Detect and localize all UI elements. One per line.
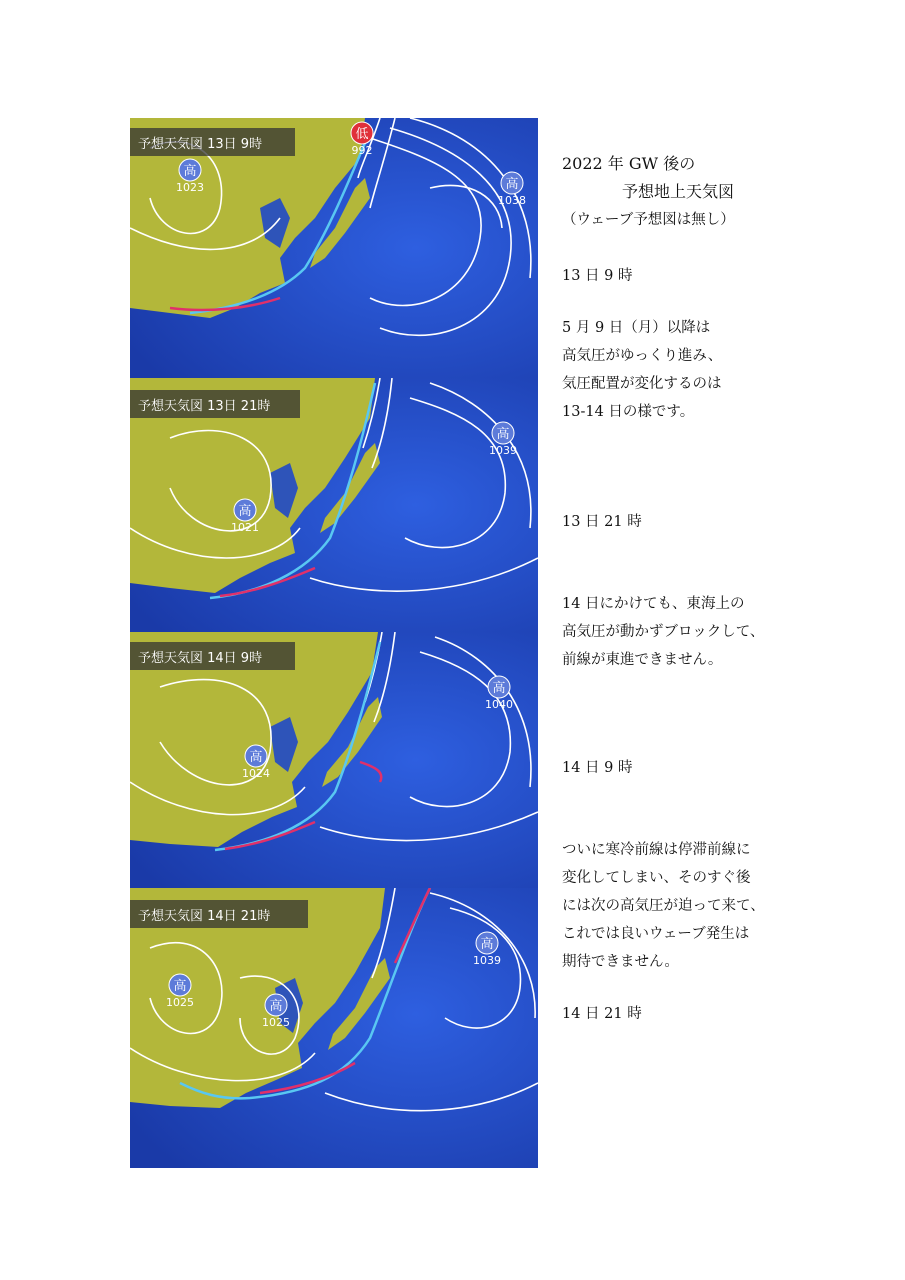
paragraph-3-line-5: 期待できません。 [562, 954, 679, 970]
high-symbol: 高 [269, 999, 283, 1014]
high-value: 1023 [176, 181, 204, 194]
high-symbol: 高 [492, 681, 506, 696]
low-symbol: 低 [355, 127, 369, 142]
high-value: 1038 [498, 194, 526, 207]
high-value: 1025 [262, 1016, 290, 1029]
paragraph-2-line-2: 高気圧が動かずブロックして、 [562, 624, 765, 640]
high-symbol: 高 [173, 979, 187, 994]
time-13d-9h: 13 日 9 時 [562, 268, 633, 284]
weather-map-14d-9h [130, 632, 538, 888]
paragraph-3-line-3: には次の高気圧が迫って来て、 [562, 898, 765, 914]
note: （ウェーブ予想図は無し） [562, 212, 735, 228]
paragraph-1-line-1: 5 月 9 日（月）以降は [562, 320, 711, 336]
heading-line-1: 2022 年 GW 後の [562, 154, 696, 173]
weather-map-13d-9h [130, 118, 538, 378]
high-value: 1039 [489, 444, 517, 457]
high-symbol: 高 [496, 427, 510, 442]
paragraph-1-line-2: 高気圧がゆっくり進み、 [562, 348, 723, 364]
map-title: 予想天気図 14日 21時 [138, 909, 271, 924]
weather-map-13d-21h [130, 378, 538, 632]
time-13d-21h: 13 日 21 時 [562, 514, 642, 530]
weather-map-14d-21h [130, 888, 538, 1168]
high-value: 1021 [231, 521, 259, 534]
time-14d-9h: 14 日 9 時 [562, 760, 633, 776]
paragraph-3-line-2: 変化してしまい、そのすぐ後 [562, 870, 751, 886]
high-value: 1040 [485, 698, 513, 711]
time-14d-21h: 14 日 21 時 [562, 1006, 642, 1022]
high-value: 1024 [242, 767, 270, 780]
high-symbol: 高 [238, 504, 252, 519]
high-symbol: 高 [480, 937, 494, 952]
heading-line-2: 予想地上天気図 [622, 182, 735, 201]
high-symbol: 高 [183, 164, 197, 179]
map-title: 予想天気図 14日 9時 [138, 651, 263, 666]
map-title: 予想天気図 13日 9時 [138, 137, 263, 152]
high-value: 1039 [473, 954, 501, 967]
high-value: 1025 [166, 996, 194, 1009]
map-title: 予想天気図 13日 21時 [138, 399, 271, 414]
paragraph-3-line-4: これでは良いウェーブ発生は [562, 926, 750, 942]
paragraph-1-line-3: 気圧配置が変化するのは [562, 376, 722, 392]
high-symbol: 高 [505, 177, 519, 192]
paragraph-2-line-1: 14 日にかけても、東海上の [562, 596, 745, 612]
paragraph-2-line-3: 前線が東進できません。 [562, 652, 723, 668]
paragraph-1-line-4: 13-14 日の様です。 [562, 404, 695, 420]
high-symbol: 高 [249, 750, 263, 765]
low-pressure [351, 122, 373, 157]
paragraph-3-line-1: ついに寒冷前線は停滞前線に [562, 842, 751, 858]
low-value: 992 [351, 144, 373, 157]
